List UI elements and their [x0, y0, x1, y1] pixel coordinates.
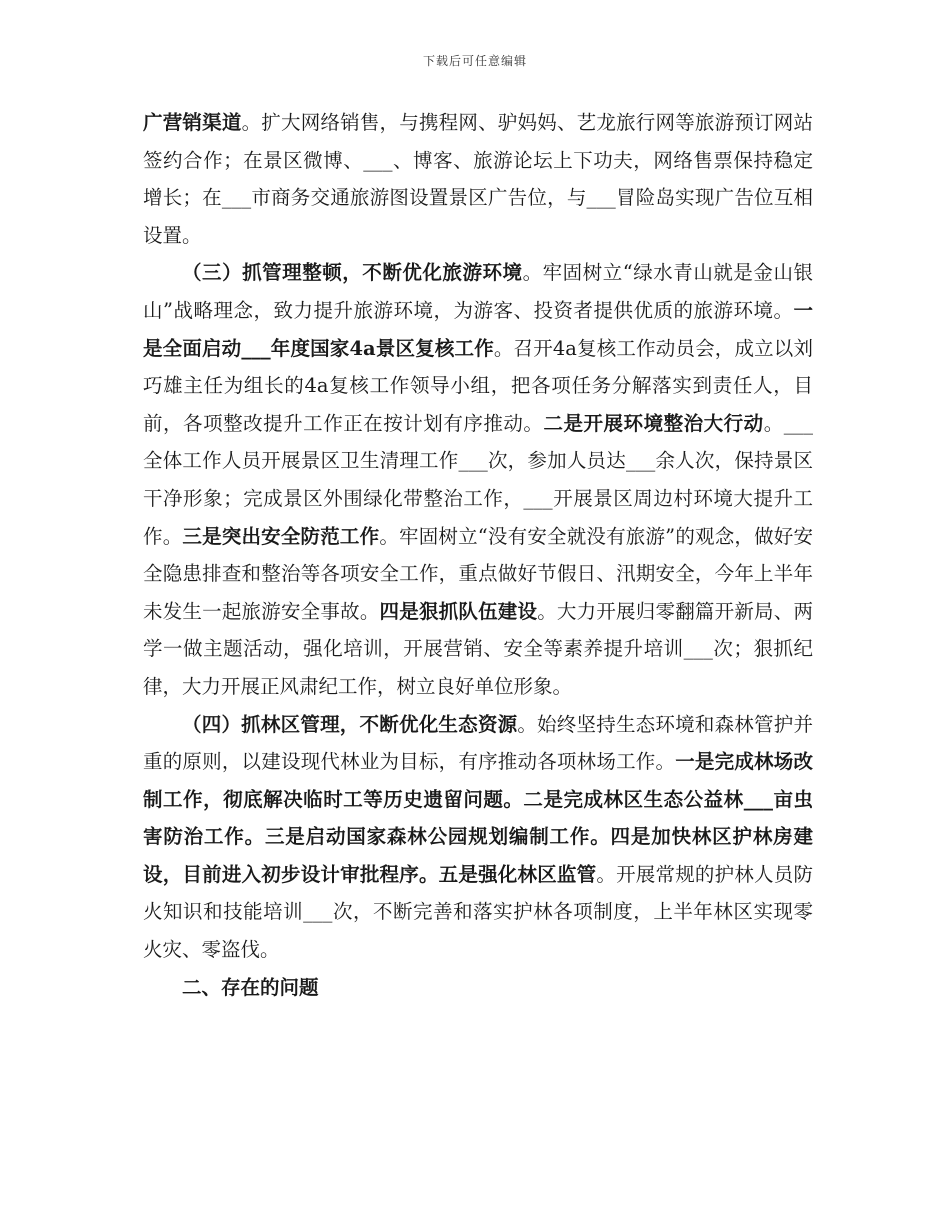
paragraph-management-rectification — [143, 254, 813, 705]
bold-text-run: 二是开展环境整治大行动 — [543, 411, 764, 435]
paragraph-forest-management — [143, 706, 813, 969]
text-run: 。始终坚持生态环境和森林管护并重的原则，以建设现代林业为目标，有序推动各项林场工作。 — [143, 712, 813, 774]
text-run: 。召开4a复核工作动员会，成立以刘巧雄主任为组长的4a复核工作领导小组，把各项任务分解落实到责任人，目前，各项整改提升工作正在按计划有序推动。 — [143, 336, 813, 435]
bold-text-run: （四）抓林区管理，不断优化生态资源 — [182, 712, 518, 736]
text-run: 。扩大网络销售，与携程网、驴妈妈、艺龙旅行网等旅游预订网站签约合作；在景区微博、___、博客、旅游论坛上下功夫，网络售票保持稳定增长；在___市商务交通旅游图设置景区广告位，与___冒险岛实现广告位互相设置。 — [143, 111, 813, 247]
text-run: 。大力开展归零翻篇开新局、两学一做主题活动，强化培训，开展营销、安全等素养提升培训___次；狠抓纪律，大力开展正风肃纪工作，树立良好单位形象。 — [143, 599, 813, 698]
text-run: 。牢固树立“绿水青山就是金山银山”战略理念，致力提升旅游环境，为游客、投资者提供优质的旅游环境。 — [143, 261, 813, 322]
document-body — [143, 104, 813, 1006]
section-heading-existing-problems: 二、存在的问题 — [182, 975, 319, 999]
paragraph-marketing-channels — [143, 104, 813, 254]
text-run: 。开展常规的护林人员防火知识和技能培训___次，不断完善和落实护林各项制度，上半年林区实现零火灾、零盗伐。 — [143, 862, 813, 962]
text-run: 。___全体工作人员开展景区卫生清理工作___次，参加人员达___余人次，保持景区干净形象；完成景区外围绿化带整治工作，___开展景区周边村环境大提升工作。 — [143, 411, 813, 548]
bold-text-run: 广营销渠道 — [143, 111, 242, 134]
bold-text-run: （三）抓管理整顿，不断优化旅游环境 — [182, 261, 523, 285]
page-header: 下载后可任意编辑 — [422, 54, 527, 68]
bold-text-run: 四是狠抓队伍建设 — [379, 599, 538, 623]
bold-text-run: 一是全面启动___年度国家4a景区复核工作 — [143, 298, 813, 360]
bold-text-run: 三是突出安全防范工作 — [182, 524, 380, 548]
bold-text-run: 一是完成林场改制工作，彻底解决临时工等历史遗留问题。二是完成林区生态公益林___亩虫害防治工作。三是启动国家森林公园规划编制工作。四是加快林区护林房建设，目前进入初步设计审批程序。五是强化林区监管 — [143, 750, 813, 886]
text-run: 。牢固树立“没有安全就没有旅游”的观念，做好安全隐患排查和整治等各项安全工作，重点做好节假日、汛期安全，今年上半年未发生一起旅游安全事故。 — [143, 524, 813, 623]
